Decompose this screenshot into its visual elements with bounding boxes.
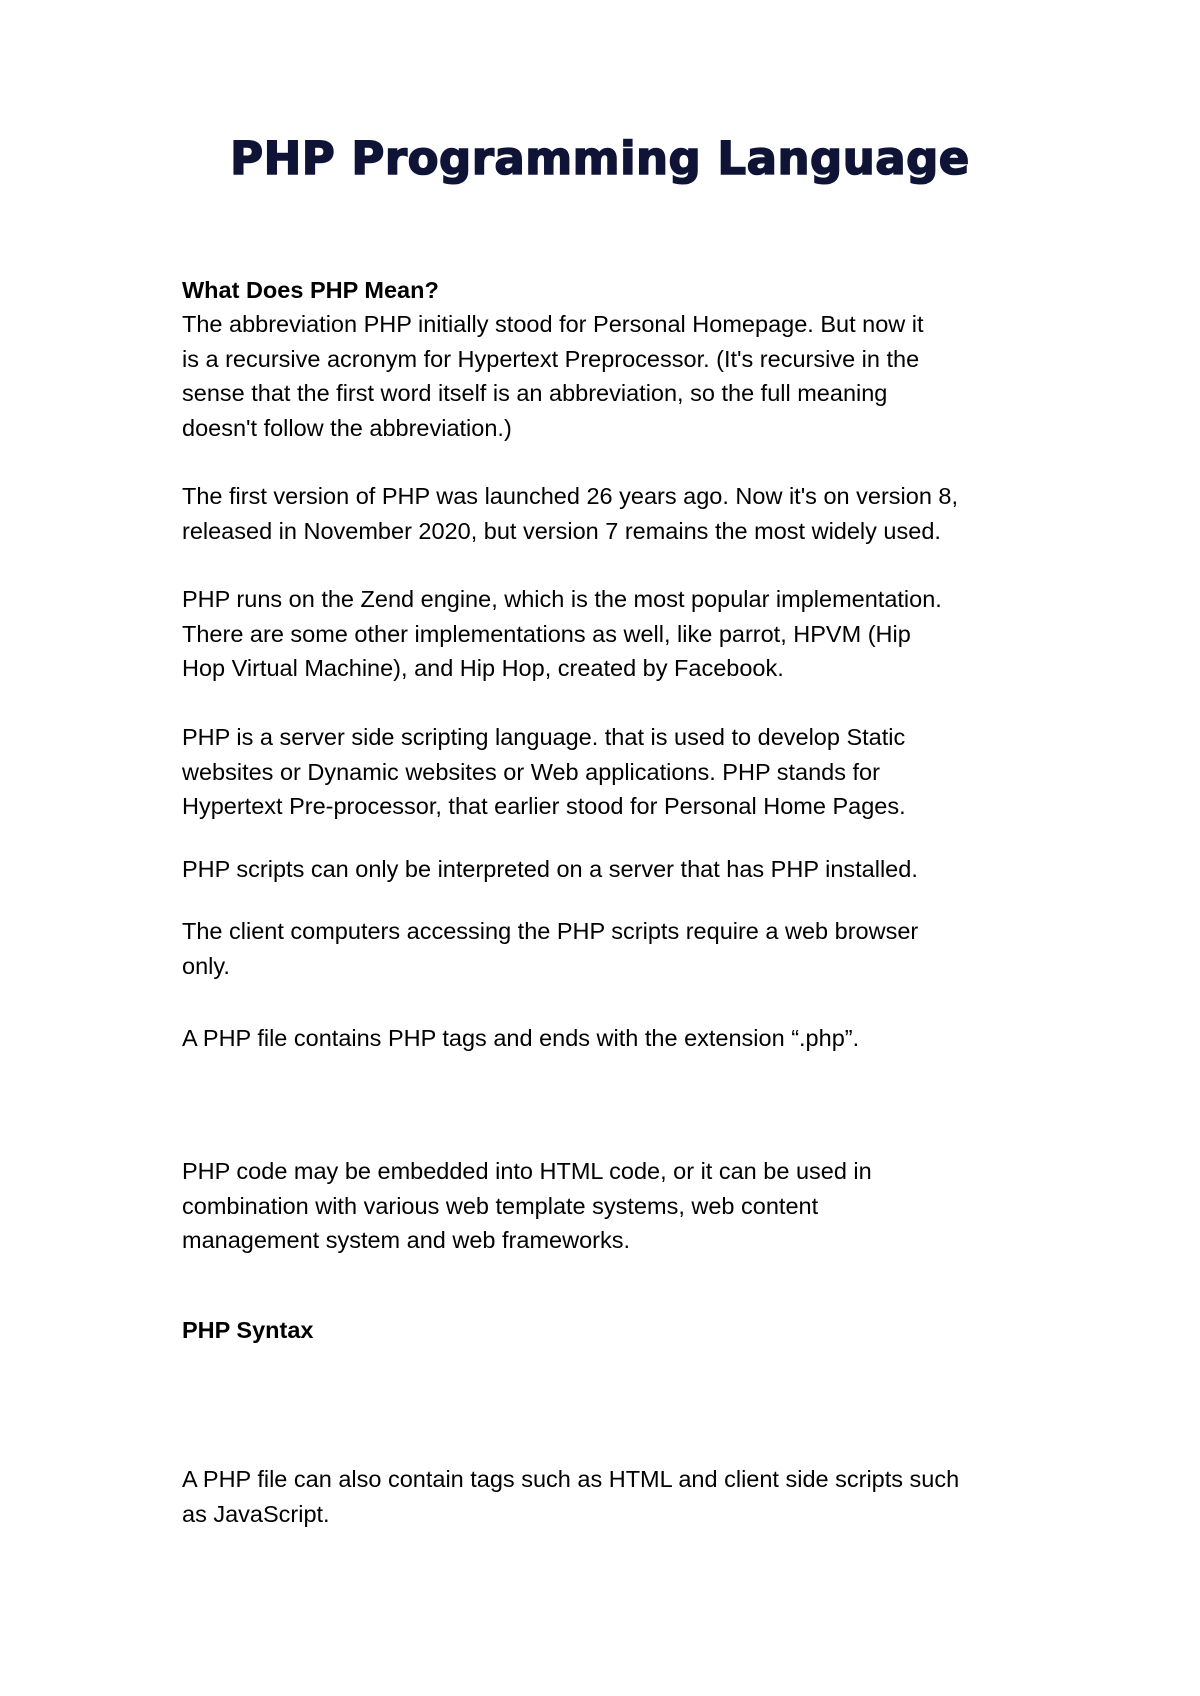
paragraph-line: websites or Dynamic websites or Web applications. PHP stands for xyxy=(182,758,880,785)
section-heading-php-syntax: PHP Syntax xyxy=(182,1317,314,1343)
paragraph-line: released in November 2020, but version 7 remains the most widely used. xyxy=(182,517,941,544)
paragraph-line: PHP scripts can only be interpreted on a server that has PHP installed. xyxy=(182,856,918,882)
paragraph-interpreted xyxy=(182,852,1062,887)
paragraph-line: Hop Virtual Machine), and Hip Hop, created by Facebook. xyxy=(182,655,784,681)
paragraph-client-computers xyxy=(182,914,1062,983)
paragraph-line: only. xyxy=(182,952,230,979)
paragraph-line: combination with various web template systems, web content xyxy=(182,1192,819,1219)
paragraph-line: doesn't follow the abbreviation.) xyxy=(182,414,512,441)
paragraph-line: PHP runs on the Zend engine, which is the most popular implementation. xyxy=(182,586,942,612)
paragraph-line: management system and web frameworks. xyxy=(182,1227,630,1253)
paragraph-line: A PHP file can also contain tags such as HTML and client side scripts such xyxy=(182,1466,960,1492)
paragraph-embedded-html xyxy=(182,1154,1062,1258)
section-heading-what-does-php-mean: What Does PHP Mean? xyxy=(182,277,439,303)
paragraph-line: is a recursive acronym for Hypertext Preprocessor. (It's recursive in the xyxy=(182,345,920,372)
paragraph-line: There are some other implementations as well, like parrot, HPVM (Hip xyxy=(182,620,911,647)
document-title: PHP Programming Language xyxy=(230,132,970,185)
paragraph-line: A PHP file contains PHP tags and ends with the extension “.php”. xyxy=(182,1025,860,1051)
paragraph-line: Hypertext Pre-processor, that earlier stood for Personal Home Pages. xyxy=(182,793,906,819)
paragraph-line: PHP is a server side scripting language. that is used to develop Static xyxy=(182,724,906,750)
paragraph-line: The client computers accessing the PHP scripts require a web browser xyxy=(182,918,919,944)
paragraph-client-side-scripts xyxy=(182,1462,1062,1531)
paragraph-zend-engine xyxy=(182,582,1062,686)
paragraph-file-extension xyxy=(182,1021,1062,1056)
paragraph-versions xyxy=(182,479,1062,548)
paragraph-line: PHP code may be embedded into HTML code, or it can be used in xyxy=(182,1158,872,1184)
paragraph-line: as JavaScript. xyxy=(182,1500,330,1527)
paragraph-abbreviation xyxy=(182,307,1062,445)
paragraph-server-side xyxy=(182,720,1062,824)
paragraph-line: The abbreviation PHP initially stood for Personal Homepage. But now it xyxy=(182,311,924,337)
paragraph-line: sense that the first word itself is an abbreviation, so the full meaning xyxy=(182,380,888,406)
paragraph-line: The first version of PHP was launched 26 years ago. Now it's on version 8, xyxy=(182,483,959,509)
